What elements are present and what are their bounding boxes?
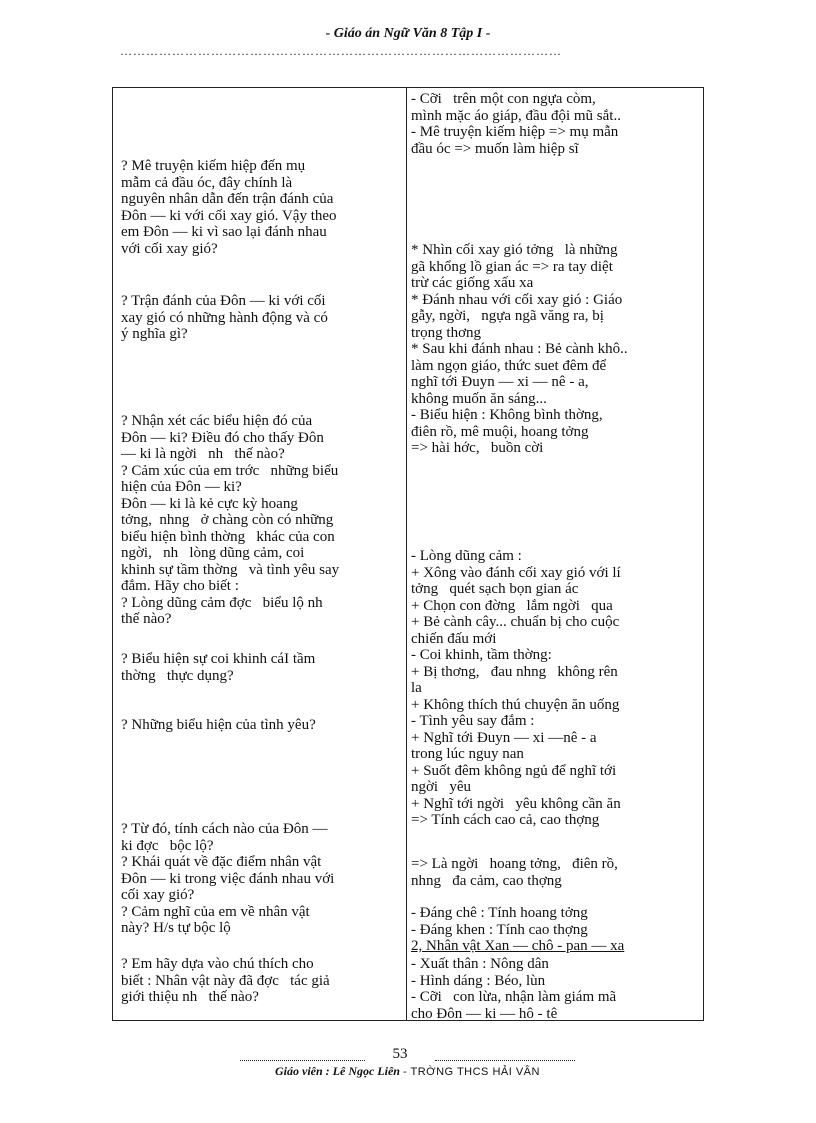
left-question-5: ? Những biểu hiện của tình yêu?	[121, 717, 316, 733]
left-question-7: ? Em hãy dựa vào chú thích cho biết : Nhân vật này đã đợc tác giả giới thiệu nh thế nào?	[121, 956, 330, 1005]
right-answer-4: => Là ngời hoang tởng, điên rồ, nhng đa cảm, cao thợng	[411, 856, 618, 889]
column-divider	[406, 88, 407, 1020]
right-answer-5: - Đáng chê : Tính hoang tởng - Đáng khen : Tính cao thợng	[411, 905, 588, 938]
footer-dots-right	[435, 1050, 575, 1061]
footer-teacher: Giáo viên : Lê Ngọc Liên	[275, 1064, 400, 1078]
right-heading-xan-cho: 2, Nhân vật Xan — chô - pan — xa	[411, 938, 625, 954]
right-answer-2: * Nhìn cối xay gió tởng là những gã khổng lồ gian ác => ra tay diệt trừ các giống xấu xa * Đánh nhau với cối xay gió : Giáo gẫy, ngời, ngựa ngã văng ra, bị trọng thơng * Sau khi đánh nhau : Bẻ cành khô.. làm ngọn giáo, thức suet đêm để nghĩ tới Đuyn — xi — nê - a, không muốn ăn sáng... - Biểu hiện : Không bình thờng, điên rồ, mê muội, hoang tởng => hài hớc, buồn cời	[411, 242, 628, 456]
left-question-1: ? Mê truyện kiếm hiệp đến mụ mẫm cả đầu óc, đây chính là nguyên nhân dẫn đến trận đánh của Đôn — ki với cối xay gió. Vậy theo em Đôn — ki vì sao lại đánh nhau với cối xay gió?	[121, 158, 337, 257]
right-answer-6: - Xuất thân : Nông dân - Hình dáng : Béo, lùn - Cỡi con lừa, nhận làm giám mã cho Đôn — ki — hô - tê	[411, 956, 617, 1022]
left-question-3: ? Nhận xét các biểu hiện đó của Đôn — ki? Điều đó cho thấy Đôn — ki là ngời nh thế nào? ? Cảm xúc của em trớc những biểu hiện của Đôn — ki? Đôn — ki là kẻ cực kỳ hoang tởng, nhng ở chàng còn có những biểu hiện bình thờng khác của con ngời, nh lòng dũng cảm, coi khinh sự tầm thờng và tình yêu say đắm. Hãy cho biết : ? Lòng dũng cảm đợc biểu lộ nh thế nào?	[121, 413, 340, 627]
page-header-title: - Giáo án Ngữ Văn 8 Tập I -	[325, 26, 491, 41]
left-question-2: ? Trận đánh của Đôn — ki với cối xay gió có những hành động và có ý nghĩa gì?	[121, 293, 328, 342]
footer-dots-left	[240, 1050, 365, 1061]
page-number: 53	[392, 1046, 408, 1062]
right-answer-1: - Cỡi trên một con ngựa còm, mình mặc áo giáp, đầu đội mũ sắt.. - Mê truyện kiếm hiệp => mụ mẫn đầu óc => muốn làm hiệp sĩ	[411, 91, 621, 157]
lesson-table	[112, 87, 704, 1021]
footer-page-line	[240, 1046, 680, 1063]
left-question-4: ? Biểu hiện sự coi khinh cáI tầm thờng thực dụng?	[121, 651, 316, 684]
footer-credit-line	[275, 1064, 540, 1079]
right-answer-3: - Lòng dũng cảm : + Xông vào đánh cối xay gió với lí tởng quét sạch bọn gian ác + Chọn con đờng lắm ngời qua + Bẻ cành cây... chuẩn bị cho cuộc chiến đấu mới - Coi khinh, tầm thờng: + Bị thơng, đau nhng không rên la + Không thích thú chuyện ăn uống - Tình yêu say đắm : + Nghĩ tới Đuyn — xi —nê - a trong lúc nguy nan + Suốt đêm không ngủ để nghĩ tới ngời yêu + Nghĩ tới ngời yêu không cần ăn => Tính cách cao cả, cao thợng	[411, 548, 621, 828]
page-header-dots: …………………………………………………………………………………………	[120, 44, 562, 58]
left-question-6: ? Từ đó, tính cách nào của Đôn — ki đợc bộc lộ? ? Khái quát về đặc điểm nhân vật Đôn — ki trong việc đánh nhau với cối xay gió? ? Cảm nghĩ của em về nhân vật này? H/s tự bộc lộ	[121, 821, 335, 936]
footer-school: - TRỜNG THCS HẢI VÂN	[402, 1066, 540, 1078]
